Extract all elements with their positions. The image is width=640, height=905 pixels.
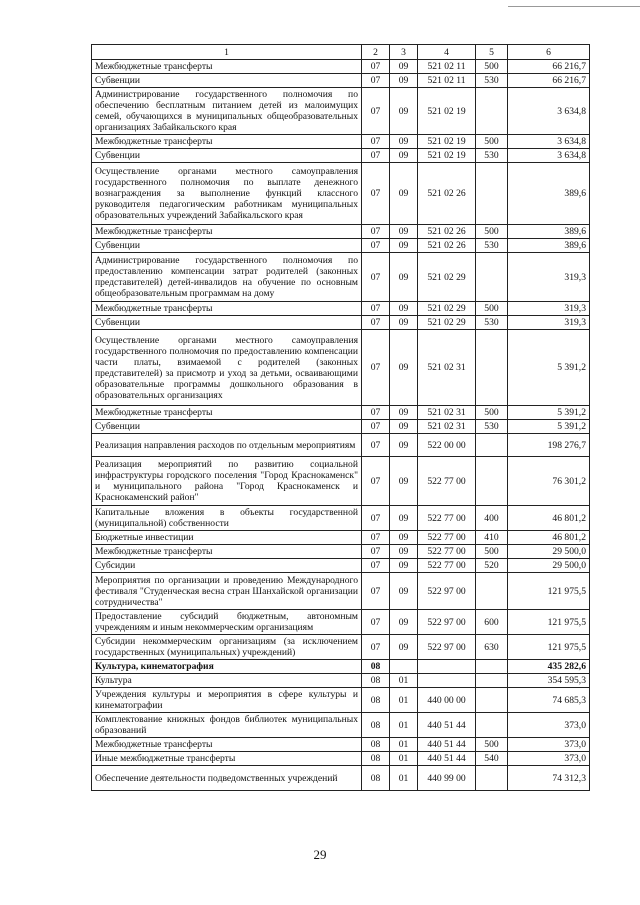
cell-pr: 09 xyxy=(390,406,418,420)
cell-sum: 373,0 xyxy=(508,713,590,738)
cell-rz: 07 xyxy=(362,610,390,635)
cell-pr: 09 xyxy=(390,573,418,610)
cell-pr: 01 xyxy=(390,713,418,738)
table-row xyxy=(92,60,590,74)
cell-pr: 09 xyxy=(390,545,418,559)
cell-sum: 3 634,8 xyxy=(508,88,590,135)
header-cell-name: 1 xyxy=(92,45,362,60)
header-cell-rz: 2 xyxy=(362,45,390,60)
header-cell-pr: 3 xyxy=(390,45,418,60)
cell-pr: 09 xyxy=(390,88,418,135)
cell-name: Реализация мероприятий по развитию социальной инфраструктуры городского поселения "Город Краснокаменск" и муниципального района "Город Краснокаменск и Краснокаменский район" xyxy=(92,457,362,506)
cell-rz: 07 xyxy=(362,506,390,531)
table-row xyxy=(92,573,590,610)
cell-csr: 521 02 29 xyxy=(418,253,476,302)
table-row xyxy=(92,506,590,531)
cell-sum: 76 301,2 xyxy=(508,457,590,506)
cell-name: Межбюджетные трансферты xyxy=(92,225,362,239)
cell-name: Учреждения культуры и мероприятия в сфере культуры и кинематографии xyxy=(92,688,362,713)
cell-vr: 520 xyxy=(476,559,508,573)
cell-vr xyxy=(476,330,508,406)
cell-name: Предоставление субсидий бюджетным, автономным учреждениям и иным некоммерческим организациям xyxy=(92,610,362,635)
cell-name: Субвенции xyxy=(92,149,362,163)
cell-sum: 29 500,0 xyxy=(508,545,590,559)
cell-sum: 46 801,2 xyxy=(508,506,590,531)
cell-vr: 500 xyxy=(476,302,508,316)
table-row xyxy=(92,674,590,688)
cell-rz: 07 xyxy=(362,559,390,573)
cell-sum: 319,3 xyxy=(508,302,590,316)
cell-csr: 521 02 26 xyxy=(418,163,476,225)
cell-csr: 522 77 00 xyxy=(418,559,476,573)
cell-name: Администрирование государственного полномочия по предоставлению компенсации затрат родителей (законных представителей) детей-инвалидов на обучение по основным общеобразовательным программам на дому xyxy=(92,253,362,302)
cell-pr: 09 xyxy=(390,225,418,239)
header-cell-vr: 5 xyxy=(476,45,508,60)
cell-sum: 319,3 xyxy=(508,316,590,330)
cell-rz: 07 xyxy=(362,316,390,330)
cell-sum: 354 595,3 xyxy=(508,674,590,688)
cell-csr xyxy=(418,674,476,688)
cell-sum: 5 391,2 xyxy=(508,406,590,420)
cell-pr xyxy=(390,660,418,674)
cell-csr: 521 02 19 xyxy=(418,88,476,135)
cell-vr: 530 xyxy=(476,316,508,330)
cell-csr: 522 77 00 xyxy=(418,545,476,559)
cell-pr: 09 xyxy=(390,330,418,406)
cell-rz: 07 xyxy=(362,225,390,239)
header-cell-csr: 4 xyxy=(418,45,476,60)
cell-rz: 07 xyxy=(362,457,390,506)
cell-csr: 521 02 11 xyxy=(418,60,476,74)
cell-name: Субсидии xyxy=(92,559,362,573)
cell-sum: 373,0 xyxy=(508,738,590,752)
cell-pr: 01 xyxy=(390,688,418,713)
table-row xyxy=(92,163,590,225)
cell-rz: 07 xyxy=(362,420,390,434)
cell-sum: 198 276,7 xyxy=(508,434,590,457)
cell-name: Межбюджетные трансферты xyxy=(92,738,362,752)
cell-rz: 07 xyxy=(362,330,390,406)
cell-pr: 01 xyxy=(390,674,418,688)
cell-vr: 530 xyxy=(476,74,508,88)
cell-name: Межбюджетные трансферты xyxy=(92,406,362,420)
cell-pr: 09 xyxy=(390,253,418,302)
cell-pr: 09 xyxy=(390,316,418,330)
cell-csr: 521 02 31 xyxy=(418,330,476,406)
table-row xyxy=(92,316,590,330)
cell-rz: 08 xyxy=(362,713,390,738)
cell-pr: 09 xyxy=(390,302,418,316)
cell-name: Культура xyxy=(92,674,362,688)
table-row xyxy=(92,253,590,302)
cell-pr: 09 xyxy=(390,610,418,635)
cell-csr: 522 77 00 xyxy=(418,457,476,506)
cell-csr xyxy=(418,660,476,674)
cell-vr: 500 xyxy=(476,406,508,420)
cell-pr: 09 xyxy=(390,635,418,660)
cell-vr xyxy=(476,766,508,791)
cell-name: Бюджетные инвестиции xyxy=(92,531,362,545)
cell-vr xyxy=(476,163,508,225)
table-row xyxy=(92,149,590,163)
cell-rz: 07 xyxy=(362,74,390,88)
cell-pr: 09 xyxy=(390,457,418,506)
cell-sum: 5 391,2 xyxy=(508,330,590,406)
cell-csr: 521 02 11 xyxy=(418,74,476,88)
cell-vr: 630 xyxy=(476,635,508,660)
cell-csr: 522 77 00 xyxy=(418,506,476,531)
cell-pr: 01 xyxy=(390,738,418,752)
cell-vr: 500 xyxy=(476,135,508,149)
cell-rz: 08 xyxy=(362,660,390,674)
cell-rz: 07 xyxy=(362,545,390,559)
table-row xyxy=(92,225,590,239)
cell-pr: 01 xyxy=(390,766,418,791)
cell-sum: 319,3 xyxy=(508,253,590,302)
cell-sum: 435 282,6 xyxy=(508,660,590,674)
cell-rz: 07 xyxy=(362,239,390,253)
table-row xyxy=(92,420,590,434)
cell-sum: 3 634,8 xyxy=(508,149,590,163)
cell-name: Капитальные вложения в объекты государственной (муниципальной) собственности xyxy=(92,506,362,531)
cell-name: Осуществление органами местного самоуправления государственного полномочия по предоставлению компенсации части платы, взимаемой с родителей (законных представителей) за присмотр и уход за детьми, осваивающими образовательные программы дошкольного образования в образовательных организациях xyxy=(92,330,362,406)
table-row xyxy=(92,135,590,149)
cell-pr: 09 xyxy=(390,60,418,74)
table-row xyxy=(92,434,590,457)
cell-rz: 07 xyxy=(362,135,390,149)
cell-pr: 09 xyxy=(390,135,418,149)
cell-csr: 522 00 00 xyxy=(418,434,476,457)
table-row xyxy=(92,302,590,316)
cell-sum: 3 634,8 xyxy=(508,135,590,149)
cell-csr: 521 02 29 xyxy=(418,302,476,316)
cell-csr: 521 02 31 xyxy=(418,406,476,420)
table-row xyxy=(92,88,590,135)
table-row xyxy=(92,239,590,253)
cell-sum: 389,6 xyxy=(508,239,590,253)
cell-vr: 500 xyxy=(476,545,508,559)
table-row xyxy=(92,688,590,713)
cell-rz: 07 xyxy=(362,635,390,660)
table-row xyxy=(92,752,590,766)
cell-rz: 08 xyxy=(362,752,390,766)
cell-vr xyxy=(476,573,508,610)
cell-csr: 440 00 00 xyxy=(418,688,476,713)
cell-csr: 521 02 19 xyxy=(418,135,476,149)
cell-rz: 07 xyxy=(362,163,390,225)
cell-name: Осуществление органами местного самоуправления государственного полномочия по выплате денежного вознаграждения за выполнение функций классного руководителя педагогическим работникам муниципальных образовательных учреждений Забайкальского края xyxy=(92,163,362,225)
cell-sum: 74 685,3 xyxy=(508,688,590,713)
cell-vr: 500 xyxy=(476,738,508,752)
table-row xyxy=(92,406,590,420)
cell-vr: 530 xyxy=(476,239,508,253)
table-row xyxy=(92,660,590,674)
cell-name: Субвенции xyxy=(92,74,362,88)
cell-pr: 09 xyxy=(390,163,418,225)
cell-rz: 08 xyxy=(362,688,390,713)
cell-name: Межбюджетные трансферты xyxy=(92,135,362,149)
cell-vr xyxy=(476,253,508,302)
cell-csr: 440 51 44 xyxy=(418,713,476,738)
cell-vr: 530 xyxy=(476,149,508,163)
table-row xyxy=(92,766,590,791)
cell-sum: 121 975,5 xyxy=(508,573,590,610)
cell-rz: 07 xyxy=(362,88,390,135)
cell-sum: 66 216,7 xyxy=(508,74,590,88)
cell-pr: 09 xyxy=(390,74,418,88)
cell-vr: 530 xyxy=(476,420,508,434)
page-number: 29 xyxy=(313,847,327,862)
cell-name: Реализация направления расходов по отдельным мероприятиям xyxy=(92,434,362,457)
cell-vr xyxy=(476,713,508,738)
cell-rz: 07 xyxy=(362,253,390,302)
header-row xyxy=(92,45,590,60)
cell-name: Субвенции xyxy=(92,239,362,253)
table-row xyxy=(92,457,590,506)
table-row xyxy=(92,330,590,406)
cell-vr: 500 xyxy=(476,60,508,74)
table-row xyxy=(92,610,590,635)
cell-csr: 522 97 00 xyxy=(418,573,476,610)
cell-rz: 08 xyxy=(362,766,390,791)
cell-sum: 74 312,3 xyxy=(508,766,590,791)
cell-rz: 07 xyxy=(362,60,390,74)
cell-vr: 400 xyxy=(476,506,508,531)
cell-name: Администрирование государственного полномочия по обеспечению бесплатным питанием детей из малоимущих семей, обучающихся в муниципальных общеобразовательных организациях Забайкальского края xyxy=(92,88,362,135)
cell-sum: 389,6 xyxy=(508,225,590,239)
cell-pr: 09 xyxy=(390,239,418,253)
cell-name: Межбюджетные трансферты xyxy=(92,60,362,74)
table-row xyxy=(92,713,590,738)
cell-sum: 389,6 xyxy=(508,163,590,225)
cell-pr: 09 xyxy=(390,531,418,545)
cell-sum: 5 391,2 xyxy=(508,420,590,434)
cell-sum: 373,0 xyxy=(508,752,590,766)
cell-pr: 09 xyxy=(390,420,418,434)
cell-name: Иные межбюджетные трансферты xyxy=(92,752,362,766)
cell-name: Культура, кинематография xyxy=(92,660,362,674)
cell-vr xyxy=(476,688,508,713)
cell-csr: 440 51 44 xyxy=(418,738,476,752)
cell-csr: 521 02 26 xyxy=(418,225,476,239)
cell-csr: 440 51 44 xyxy=(418,752,476,766)
cell-csr: 522 97 00 xyxy=(418,610,476,635)
cell-name: Межбюджетные трансферты xyxy=(92,545,362,559)
cell-vr: 540 xyxy=(476,752,508,766)
cell-pr: 01 xyxy=(390,752,418,766)
cell-csr: 521 02 31 xyxy=(418,420,476,434)
cell-sum: 121 975,5 xyxy=(508,635,590,660)
cell-vr: 600 xyxy=(476,610,508,635)
cell-vr xyxy=(476,434,508,457)
cell-name: Субвенции xyxy=(92,420,362,434)
cell-vr: 500 xyxy=(476,225,508,239)
cell-csr: 521 02 26 xyxy=(418,239,476,253)
cell-pr: 09 xyxy=(390,559,418,573)
cell-vr: 410 xyxy=(476,531,508,545)
cell-rz: 07 xyxy=(362,434,390,457)
table-row xyxy=(92,531,590,545)
cell-sum: 29 500,0 xyxy=(508,559,590,573)
cell-csr: 521 02 19 xyxy=(418,149,476,163)
cell-sum: 66 216,7 xyxy=(508,60,590,74)
cell-name: Обеспечение деятельности подведомственных учреждений xyxy=(92,766,362,791)
cell-csr: 440 99 00 xyxy=(418,766,476,791)
cell-pr: 09 xyxy=(390,149,418,163)
cell-csr: 521 02 29 xyxy=(418,316,476,330)
cell-rz: 07 xyxy=(362,573,390,610)
budget-table xyxy=(91,44,590,791)
table-row xyxy=(92,559,590,573)
cell-vr xyxy=(476,660,508,674)
table-row xyxy=(92,738,590,752)
cell-name: Субсидии некоммерческим организациям (за исключением государственных (муниципальных) учреждений) xyxy=(92,635,362,660)
cell-rz: 08 xyxy=(362,674,390,688)
cell-csr: 522 97 00 xyxy=(418,635,476,660)
cell-pr: 09 xyxy=(390,506,418,531)
budget-table-body xyxy=(92,45,590,791)
cell-csr: 522 77 00 xyxy=(418,531,476,545)
table-row xyxy=(92,545,590,559)
cell-rz: 07 xyxy=(362,149,390,163)
cell-name: Субвенции xyxy=(92,316,362,330)
header-cell-sum: 6 xyxy=(508,45,590,60)
cell-rz: 07 xyxy=(362,302,390,316)
cell-sum: 121 975,5 xyxy=(508,610,590,635)
table-row xyxy=(92,74,590,88)
table-row xyxy=(92,635,590,660)
cell-sum: 46 801,2 xyxy=(508,531,590,545)
top-edge-line xyxy=(508,6,640,7)
cell-vr xyxy=(476,674,508,688)
cell-rz: 07 xyxy=(362,531,390,545)
cell-name: Мероприятия по организации и проведению Международного фестиваля "Студенческая весна стран Шанхайской организации сотрудничества" xyxy=(92,573,362,610)
cell-pr: 09 xyxy=(390,434,418,457)
cell-vr xyxy=(476,88,508,135)
cell-name: Комплектование книжных фондов библиотек муниципальных образований xyxy=(92,713,362,738)
cell-rz: 07 xyxy=(362,406,390,420)
cell-vr xyxy=(476,457,508,506)
cell-name: Межбюджетные трансферты xyxy=(92,302,362,316)
cell-rz: 08 xyxy=(362,738,390,752)
